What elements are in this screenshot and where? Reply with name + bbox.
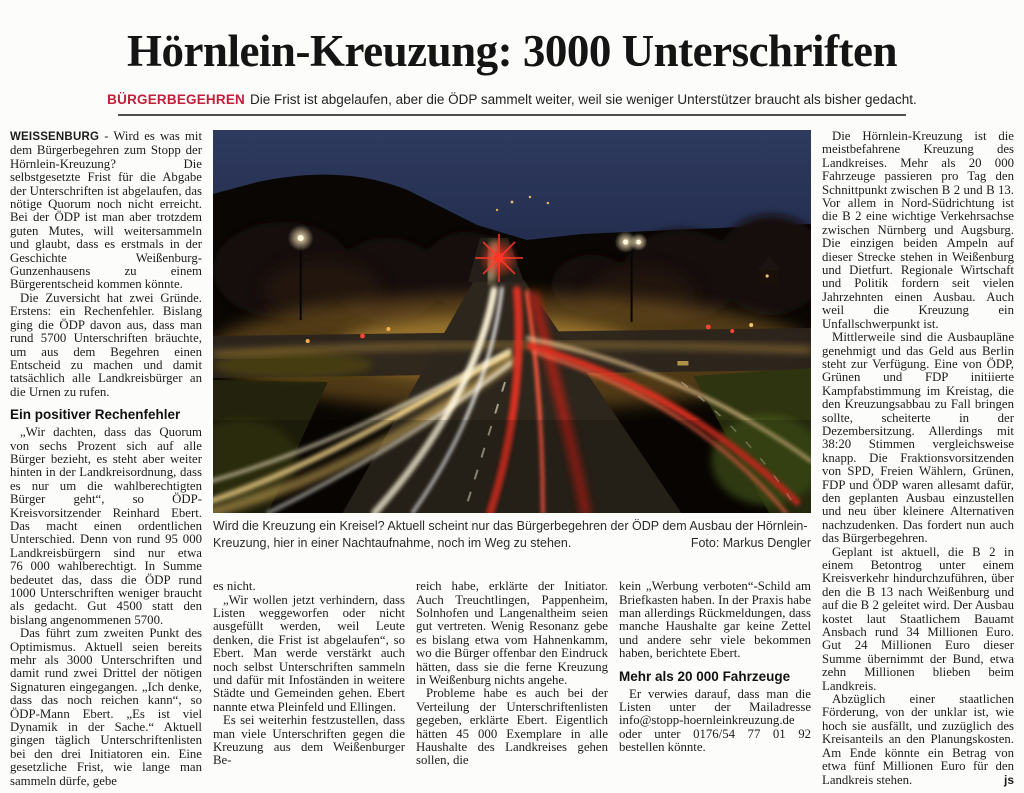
article-paragraph: Geplant ist aktuell, die B 2 in einem Betontrog unter einem Kreisverkehr hindurchzuführen, über den die B 13 nach Weißenburg und auf die B 2 geleitet wird. Der Ausbau kostet laut Staatlichem Bauamt Ansbach rund 34 Millionen Euro. Gut 24 Millionen Euro dieser Summe übernimmt der Bund, etwa zehn Millionen blieben beim Landkreis. [822, 544, 1014, 693]
article-paragraph: Es sei weiterhin festzustellen, dass man viele Unterschriften gegen die Kreuzung aus dem Weißenburger Be- [213, 713, 405, 768]
text-column-5 [822, 130, 1014, 788]
text-column-1 [10, 130, 202, 788]
author-signature: js [1003, 772, 1014, 787]
photo-caption-text: Wird die Kreuzung ein Kreisel? Aktuell scheint nur das Bürgerbegehren der ÖDP dem Ausbau der Hörnlein-Kreuzung, hier in einer Nachtaufnahme, noch im Weg zu stehen. [213, 519, 808, 550]
article-paragraph: kein „Werbung verboten“-Schild am Briefkasten haben. In der Praxis habe man allerdings Rückmeldungen, dass manche Haushalte gar keine Zettel und andere sehr viele bekommen haben, berichtete Ebert. [619, 579, 811, 661]
night-intersection-photo [213, 130, 811, 513]
article-paragraph: Die Hörnlein-Kreuzung ist die meistbefahrene Kreuzung des Landkreises. Mehr als 20 000 Fahrzeuge passieren pro Tag den Schnittpunkt zwischen B 2 und B 13. Vor allem in Nord-Südrichtung ist die B 2 eine wichtige Verkehrsachse zwischen Nürnberg und Augsburg. Die einzigen beiden Ampeln auf dieser Strecke stehen in Weißenburg und Dietfurt. Regionale Wirtschaft und Politik fordern seit vielen Jahrzehnten einen Ausbau. Auch weil die Kreuzung ein Unfallschwerpunkt ist. [822, 129, 1014, 331]
subheadline [10, 92, 1014, 108]
article-paragraph: Abzüglich einer staatlichen Förderung, von der unklar ist, wie hoch sie ausfällt, und zuzüglich des Kreisanteils an den Planungskosten. Am Ende könnte ein Betrag von etwa fünf Millionen Euro für den Landkreis stehen. js [822, 692, 1014, 787]
crosshead: Mehr als 20 000 Fahrzeuge [619, 668, 791, 684]
kicker-label: BÜRGERBEGEHREN [107, 92, 245, 107]
article-body [10, 130, 1014, 788]
dateline: WEISSENBURG [10, 131, 100, 143]
article-paragraph: Probleme habe es auch bei der Verteilung der Unterschriftenlisten gegeben, erklärte Ebert. Eigentlich hätten 45 000 Exemplare in alle Haushalte des Landkreises gehen sollen, die [416, 686, 608, 768]
article-paragraph: Er verwies darauf, dass man die Listen unter der Mailadresse info@stopp-hoernleinkreuzung.de oder unter 0176/54 77 01 92 bestellen könnte. [619, 686, 811, 755]
crosshead: Ein positiver Rechenfehler [10, 407, 181, 423]
article-figure [213, 130, 811, 571]
text-column-2 [213, 580, 405, 788]
subheadline-text: Die Frist ist abgelaufen, aber die ÖDP sammelt weiter, weil sie weniger Unterstützer braucht als bisher gedacht. [250, 92, 917, 107]
photo-caption [213, 518, 811, 551]
article-paragraph: Die Zuversicht hat zwei Gründe. Erstens: ein Rechenfehler. Bislang ging die ÖDP davon aus, dass man rund 5700 Unterschriften bräuchte, um aus dem Begehren einen Entscheid zu machen und damit tatsächlich alle Landkreisbürger an die Urnen zu rufen. [10, 290, 202, 399]
headline: Hörnlein-Kreuzung: 3000 Unterschriften [126, 26, 898, 76]
article-paragraph: WEISSENBURG - Wird es was mit dem Bürgerbegehren zum Stopp der Hörnlein-Kreuzung? Die selbstgesetzte Frist für die Abgabe der Unterschriften ist abgelaufen, das nötige Quorum noch nicht erreicht. Bei der ÖDP ist man aber trotzdem guten Mutes, will weitersammeln und glaubt, dass es erstmals in der Geschichte Weißenburg-Gunzenhausens zu einem Bürgerentscheid kommen könnte. [10, 129, 202, 292]
article-paragraph: „Wir dachten, dass das Quorum von sechs Prozent sich auf alle Bürger bezieht, es steht aber weiter hinten in der Landkreisordnung, dass es nur um die wahlberechtigten Bürger geht“, so ÖDP-Kreisvorsitzender Reinhard Ebert. Das macht einen ordentlichen Unterschied. Denn von rund 95 000 Landkreisbürgern sind nur etwa 76 000 wahlberechtigt. In Summe bedeutet das, dass die ÖDP rund 1000 Unterschriften weniger braucht als gedacht. Gut 4500 statt den bislang angenommenen 5700. [10, 425, 202, 627]
article-paragraph: reich habe, erklärte der Initiator. Auch Treuchtlingen, Pappenheim, Solnhofen und Langenaltheim seien gut vertreten. Wenig Resonanz gebe es bislang etwa vom Hahnenkamm, wo die Bürger offenbar den Eindruck hätten, dass sie die ferne Kreuzung in Weißenburg nichts angehe. [416, 579, 608, 688]
text-column-4 [619, 580, 811, 788]
article-paragraph: es nicht. [213, 579, 256, 594]
article-paragraph: „Wir wollen jetzt verhindern, dass Listen weggeworfen oder nicht ausgefüllt werden, weil Leute denken, die Frist ist abgelaufen“, so Ebert. Man werde verstärkt auch noch selbst Unterschriften sammeln und dafür mit Infoständen in weitere Städte und Gemeinden gehen. Ebert nannte etwa Pleinfeld und Ellingen. [213, 592, 405, 714]
article-paragraph: Mittlerweile sind die Ausbaupläne genehmigt und das Geld aus Berlin steht zur Verfügung. Eine von ÖDP, Grünen und FDP initiierte Kampfabstimmung im Kreistag, die den Kreuzungsabbau zu Fall bringen sollte, scheiterte in der Dezembersitzung. Allerdings mit 38:20 Stimmen vergleichsweise knapp. Die Fraktionsvorsitzenden von SPD, Freien Wählern, Grünen, FDP und ÖDP waren allesamt dafür, den geplanten Ausbau einzustellen und neu über kleinere Alternativen nachzudenken. Das fordert nun auch das Bürgerbegehren. [822, 330, 1014, 546]
article-header [10, 0, 1014, 116]
article-paragraph: Das führt zum zweiten Punkt des Optimismus. Aktuell seien bereits mehr als 3000 Unterschriften und damit rund zwei Drittel der nötigen Signaturen eingegangen. „Ich denke, dass das noch reichen kann“, so ÖDP-Mann Ebert. „Es ist viel Dynamik in der Sache.“ Aktuell gingen täglich Unterschriftenlisten bei den drei Initiatoren ein. Eine gesetzliche Frist, wie lange man sammeln dürfe, gebe [10, 626, 202, 788]
photo-credit: Foto: Markus Dengler [690, 535, 811, 550]
header-divider [118, 114, 906, 116]
text-column-3 [416, 580, 608, 788]
photo-illustration [213, 130, 811, 513]
